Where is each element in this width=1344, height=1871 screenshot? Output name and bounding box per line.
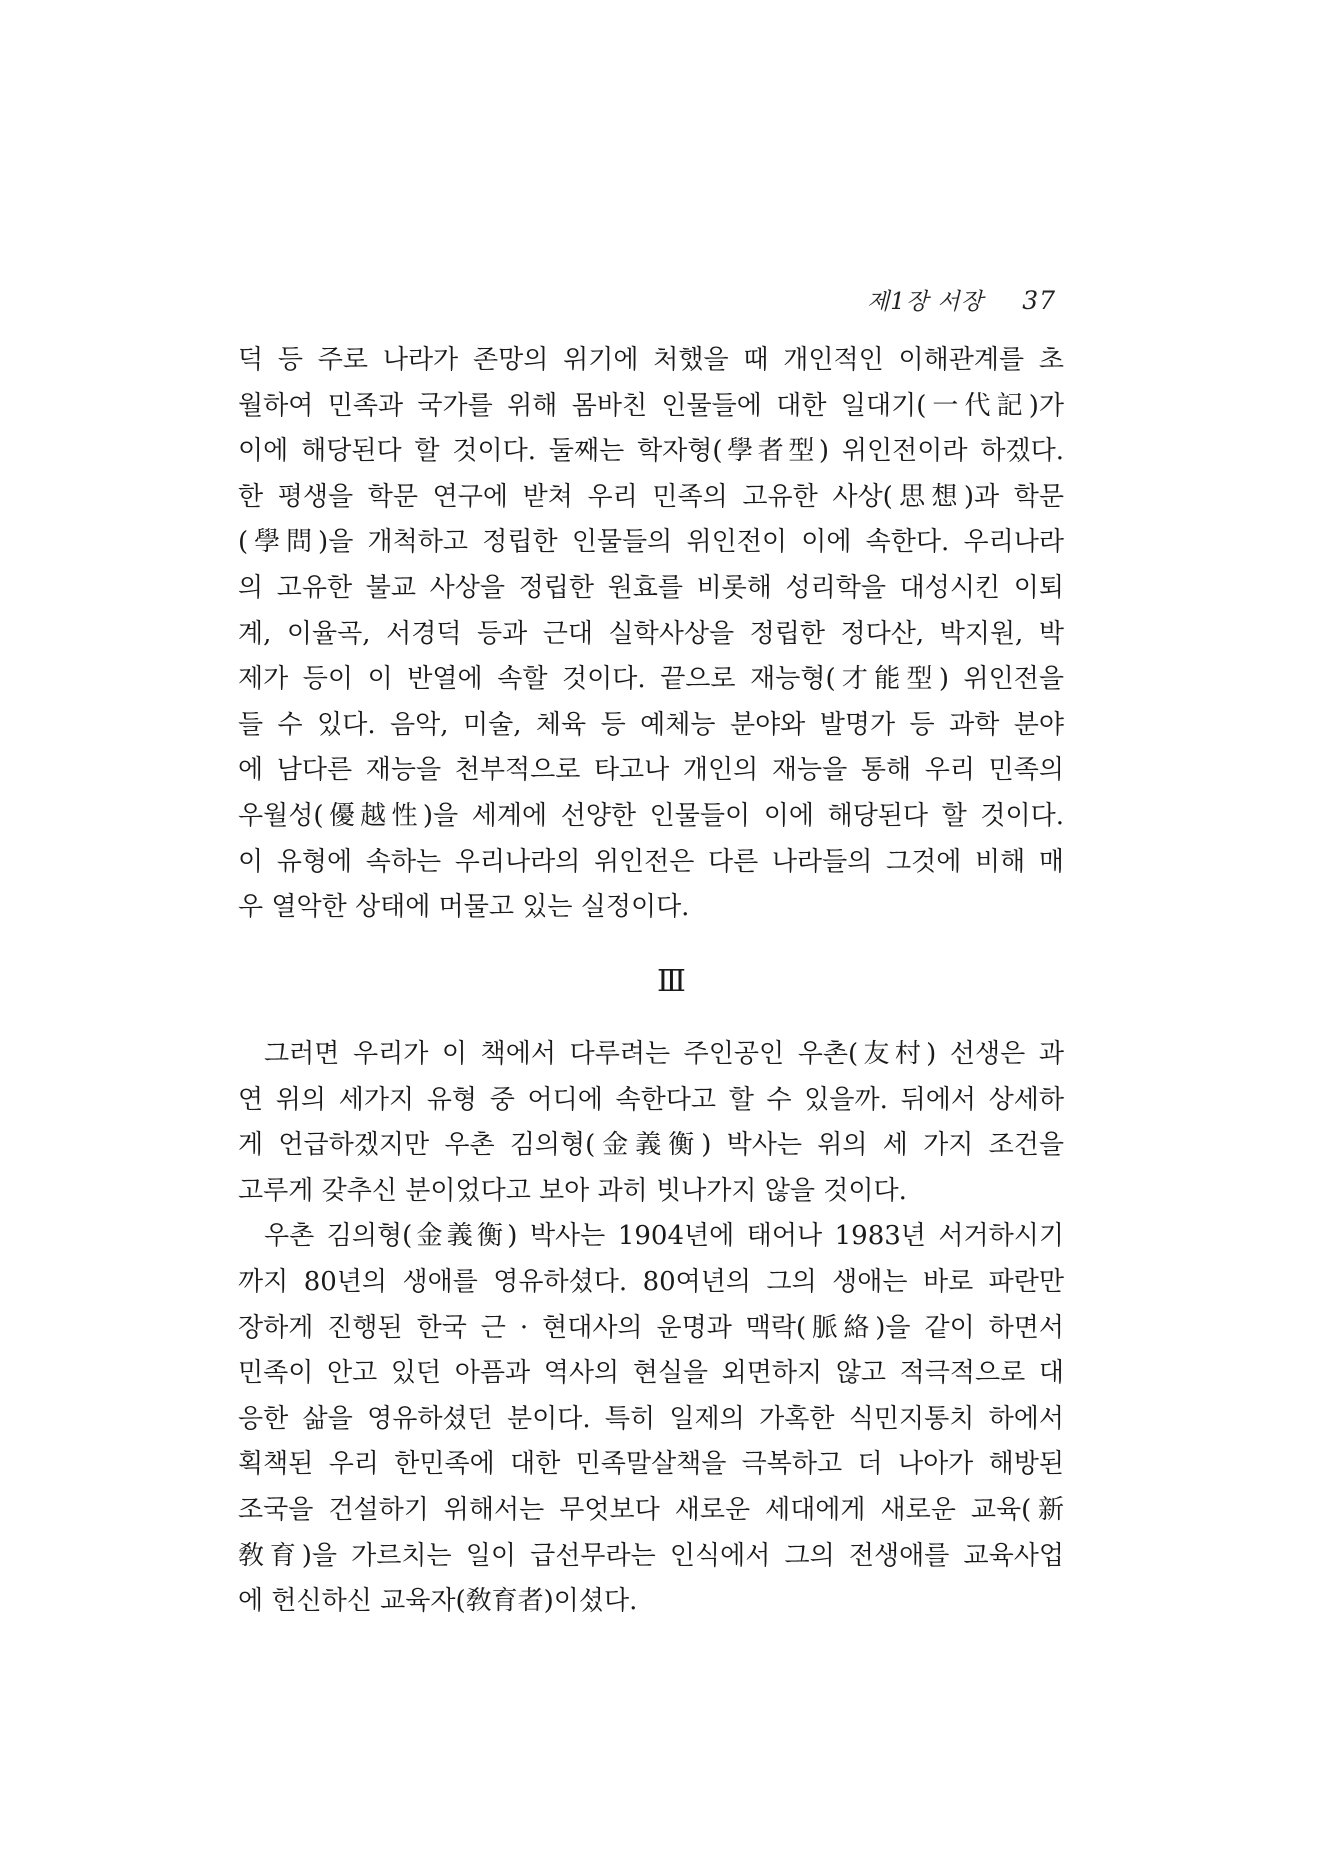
text-line: 에 헌신하신 교육자(敎育者)이셨다. (238, 1586, 638, 1617)
text-line: 이 유형에 속하는 우리나라의 위인전은 다른 나라들의 그것에 비해 매 (238, 846, 1064, 877)
text-line: 월하여 민족과 국가를 위해 몸바친 인물들에 대한 일대기(一代記)가 (238, 390, 1064, 421)
text-line: 들 수 있다. 음악, 미술, 체육 등 예체능 분야와 발명가 등 과학 분야 (238, 709, 1064, 740)
text-line: 이에 해당된다 할 것이다. 둘째는 학자형(學者型) 위인전이라 하겠다. (238, 436, 1064, 467)
text-line: 그러면 우리가 이 책에서 다루려는 주인공인 우촌(友村) 선생은 과 (264, 1039, 1064, 1069)
text-line: 민족이 안고 있던 아픔과 역사의 현실을 외면하지 않고 적극적으로 대 (238, 1358, 1064, 1389)
text-line: 게 언급하겠지만 우촌 김의형(金義衡) 박사는 위의 세 가지 조건을 (238, 1130, 1064, 1161)
page-number: 37 (1022, 286, 1056, 315)
text-line: 한 평생을 학문 연구에 받쳐 우리 민족의 고유한 사상(思想)과 학문 (238, 481, 1064, 512)
text-line: 장하게 진행된 한국 근 · 현대사의 운명과 맥락(脈絡)을 같이 하면서 (238, 1312, 1064, 1343)
text-line: 고루게 갖추신 분이었다고 보아 과히 빗나가지 않을 것이다. (238, 1175, 907, 1206)
text-line: 의 고유한 불교 사상을 정립한 원효를 비롯해 성리학을 대성시킨 이퇴 (238, 572, 1064, 603)
text-line: 계, 이율곡, 서경덕 등과 근대 실학사상을 정립한 정다산, 박지원, 박 (238, 618, 1064, 649)
chapter-title: 제1장 서장 (867, 289, 984, 315)
text-line: 에 남다른 재능을 천부적으로 타고나 개인의 재능을 통해 우리 민족의 (238, 755, 1064, 786)
text-line: 우 열악한 상태에 머물고 있는 실정이다. (238, 892, 690, 923)
text-line: 제가 등이 이 반열에 속할 것이다. 끝으로 재능형(才能型) 위인전을 (238, 664, 1064, 695)
text-line: 敎育)을 가르치는 일이 급선무라는 인식에서 그의 전생애를 교육사업 (238, 1540, 1064, 1571)
text-line: (學問)을 개척하고 정립한 인물들의 위인전이 이에 속한다. 우리나라 (238, 527, 1064, 558)
text-line: 덕 등 주로 나라가 존망의 위기에 처했을 때 개인적인 이해관계를 초 (238, 345, 1064, 375)
paragraph-2 (238, 1032, 1064, 1625)
text-line: 까지 80년의 생애를 영유하셨다. 80여년의 그의 생애는 바로 파란만 (238, 1266, 1064, 1297)
text-line: 응한 삶을 영유하셨던 분이다. 특히 일제의 가혹한 식민지통치 하에서 (238, 1403, 1064, 1434)
text-line: 획책된 우리 한민족에 대한 민족말살책을 극복하고 더 나아가 해방된 (238, 1449, 1064, 1480)
text-line: 연 위의 세가지 유형 중 어디에 속한다고 할 수 있을까. 뒤에서 상세하 (238, 1084, 1064, 1115)
text-line: 우촌 김의형(金義衡) 박사는 1904년에 태어나 1983년 서거하시기 (264, 1221, 1064, 1252)
running-header (867, 283, 1056, 316)
section-heading: Ⅲ (657, 964, 687, 999)
text-line: 우월성(優越性)을 세계에 선양한 인물들이 이에 해당된다 할 것이다. (238, 800, 1064, 831)
paragraph-1 (238, 338, 1064, 931)
text-line: 조국을 건설하기 위해서는 무엇보다 새로운 세대에게 새로운 교육(新 (238, 1494, 1064, 1525)
